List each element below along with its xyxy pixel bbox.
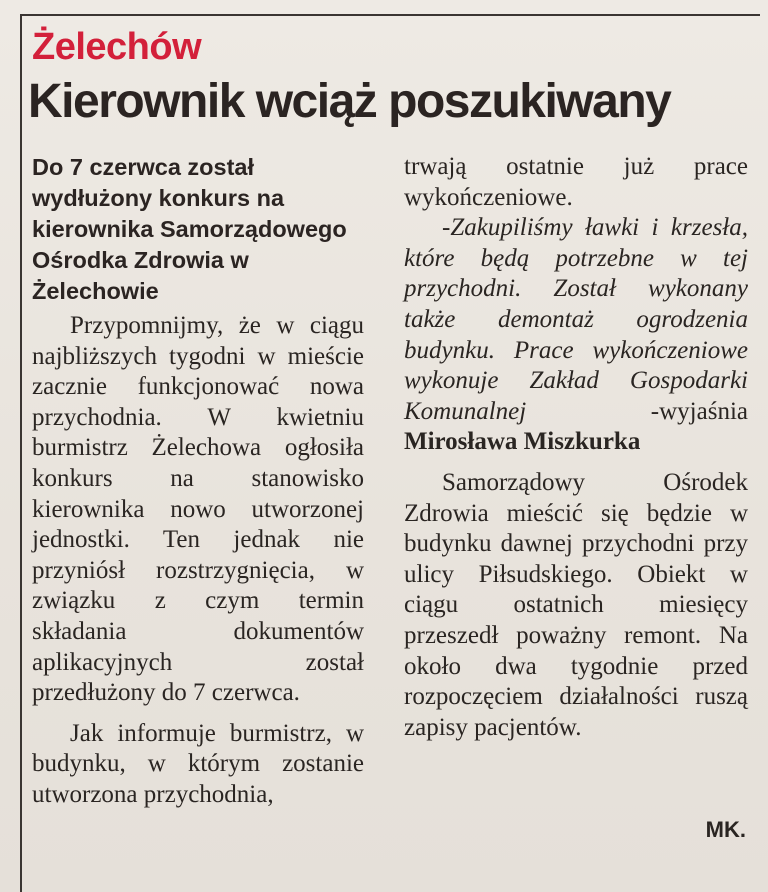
article-kicker: Żelechów — [32, 26, 202, 68]
paragraph-2-start: Jak informuje burmistrz, w budynku, w którym zostanie utworzona przychodnia, — [32, 719, 364, 808]
paragraph-1: Przypomnijmy, że w ciągu najbliższych tygodni w mieście zacznie funkcjonować nowa przychodnia. W kwietniu burmistrz Żelechowa ogłosiła konkurs na stanowisko kierownika nowo utworzonej jednostki. Ten jednak nie przyniósł rozstrzygnięcia, w związku z czym termin składania dokumentów aplikacyjnych został przedłużony do 7 czerwca. — [32, 312, 364, 707]
paragraph-3: Samorządowy Ośrodek Zdrowia mieścić się będzie w budynku dawnej przychodni przy ulicy Piłsudskiego. Obiekt w ciągu ostatnich miesięcy przeszedł poważny remont. Na około dwa tygodnie przed rozpoczęciem działalności ruszą zapisy pacjentów. — [404, 468, 748, 741]
article-column-left — [32, 152, 364, 811]
quote-attribution: -wyjaśnia — [526, 397, 748, 425]
quote-author: Mirosława Miszkurka — [404, 428, 641, 456]
quote-text: -Zakupiliśmy ławki i krzesła, które będą potrzebne w tej przychodni. Został wykonany także demontaż ogrodzenia budynku. Prace wykończeniowe wykonuje Zakład Gospodarki Komunalnej — [404, 214, 748, 425]
author-signature: MK. — [705, 817, 746, 842]
article-column-right — [404, 152, 748, 743]
top-rule — [20, 14, 760, 16]
left-rule — [20, 14, 22, 892]
paragraph-2-end: trwają ostatnie już prace wykończeniowe. — [404, 153, 748, 211]
article-headline: Kierownik wciąż poszukiwany — [28, 75, 671, 128]
article-lead: Do 7 czerwca został wydłużony konkurs na kierownika Samorządowego Ośrodka Zdrowia w Żelechowie — [32, 154, 347, 304]
quote-paragraph — [404, 213, 748, 458]
